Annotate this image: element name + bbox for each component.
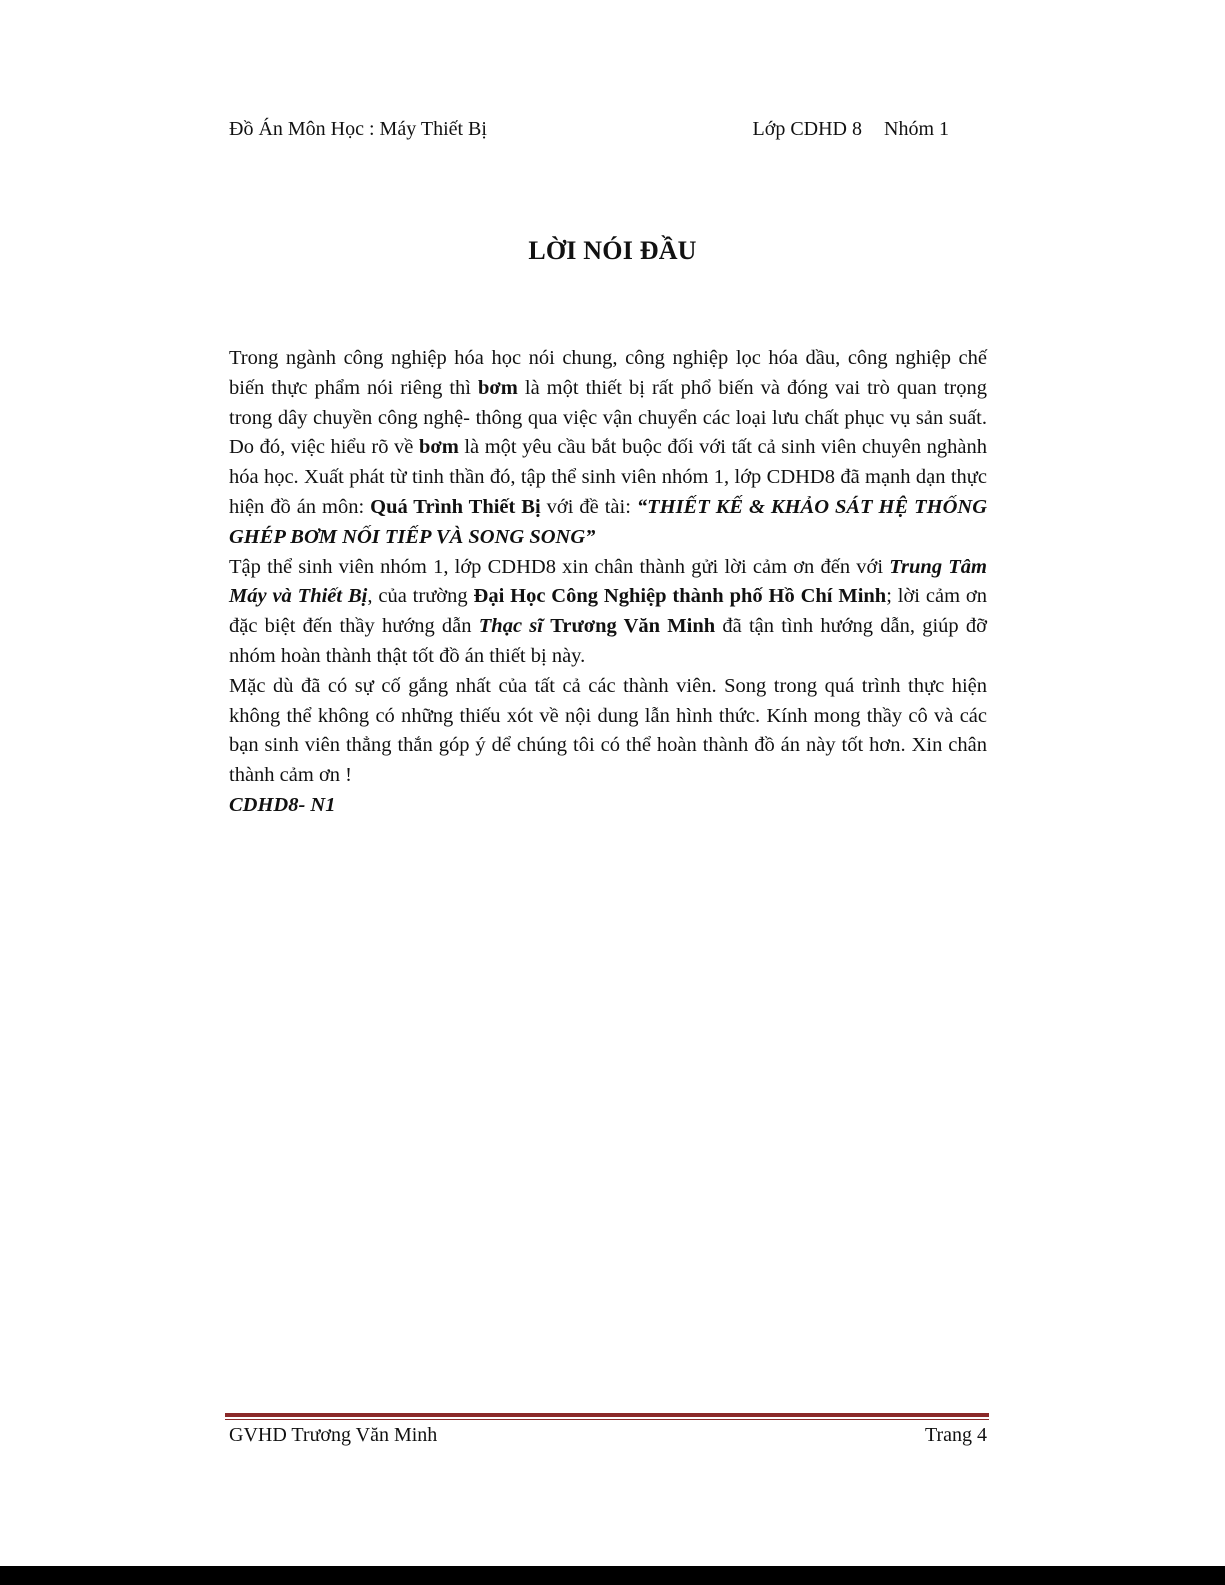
- page-number: Trang 4: [924, 1424, 987, 1446]
- header-class-group: [753, 118, 949, 141]
- center-name: Trung Tâm Máy và Thiết Bị: [229, 555, 988, 608]
- paragraph-thanks: [229, 553, 987, 672]
- bold-subject: Quá Trình Thiết Bị: [370, 495, 541, 518]
- signature: CDHD8- N1: [229, 793, 336, 816]
- text-run: Tập thể sinh viên nhóm 1, lớp CDHD8 xin chân thành gửi lời cảm ơn đến với: [229, 555, 890, 578]
- university-name: Đại Học Công Nghiệp thành phố Hồ Chí Minh: [473, 585, 887, 608]
- paragraph-closing: Mặc dù đã có sự cố gắng nhất của tất cả các thành viên. Song trong quá trình thực hiện không thể không có những thiếu xót về nội dung lẫn hình thức. Kính mong thầy cô và các bạn sinh viên thẳng thắn góp ý dể chúng tôi có thể hoàn thành đồ án này tốt hơn. Xin chân thành cảm ơn !: [229, 674, 987, 787]
- footer-advisor: GVHD Trương Văn Minh: [229, 1424, 438, 1446]
- page-header: [229, 118, 949, 146]
- bold-term: bơm: [418, 436, 459, 459]
- text-run: ; lời cảm ơn đặc biệt đến thầy hướng dẫn: [229, 585, 987, 638]
- bottom-edge-bar: [0, 1566, 1225, 1585]
- page-title: LỜI NÓI ĐẦU: [528, 236, 697, 265]
- paragraph-intro: [229, 344, 987, 553]
- text-run: là một thiết bị rất phổ biến và đóng vai trò quan trọng trong dây chuyền công nghệ- thông qua việc vận chuyển các loại lưu chất phục vụ sản suất. Do đó, việc hiểu rõ về: [229, 376, 987, 459]
- academic-title: Thạc sĩ: [478, 615, 543, 638]
- advisor-name: Trương Văn Minh: [550, 615, 716, 638]
- text-run: là một yêu cầu bắt buộc đối với tất cả sinh viên chuyên nghành hóa học. Xuất phát từ tinh thần đó, tập thể sinh viên nhóm 1, lớp CDHD8 đã mạnh dạn thực hiện đồ án môn:: [229, 436, 987, 518]
- project-topic: “THIẾT KẾ & KHẢO SÁT HỆ THỐNG GHÉP BƠM NỐI TIẾP VÀ SONG SONG”: [229, 495, 987, 548]
- text-run: với đề tài:: [540, 495, 637, 518]
- footer-rule-thin: [225, 1419, 989, 1420]
- bold-term: bơm: [478, 376, 518, 399]
- document-body: [229, 344, 987, 821]
- text-run: , của trường: [367, 585, 474, 608]
- header-group: Nhóm 1: [884, 118, 949, 140]
- header-course-title: Đồ Án Môn Học : Máy Thiết Bị: [229, 118, 487, 140]
- text-run: đã tận tình hướng dẫn, giúp đỡ nhóm hoàn thành thật tốt đồ án thiết bị này.: [229, 615, 987, 667]
- footer-rule: [225, 1413, 989, 1417]
- text-run: Trong ngành công nghiệp hóa học nói chung, công nghiệp lọc hóa dầu, công nghiệp chế biến thực phẩm nói riêng thì: [229, 347, 987, 399]
- header-class: Lớp CDHD 8: [752, 118, 862, 140]
- page-footer: [229, 1424, 987, 1452]
